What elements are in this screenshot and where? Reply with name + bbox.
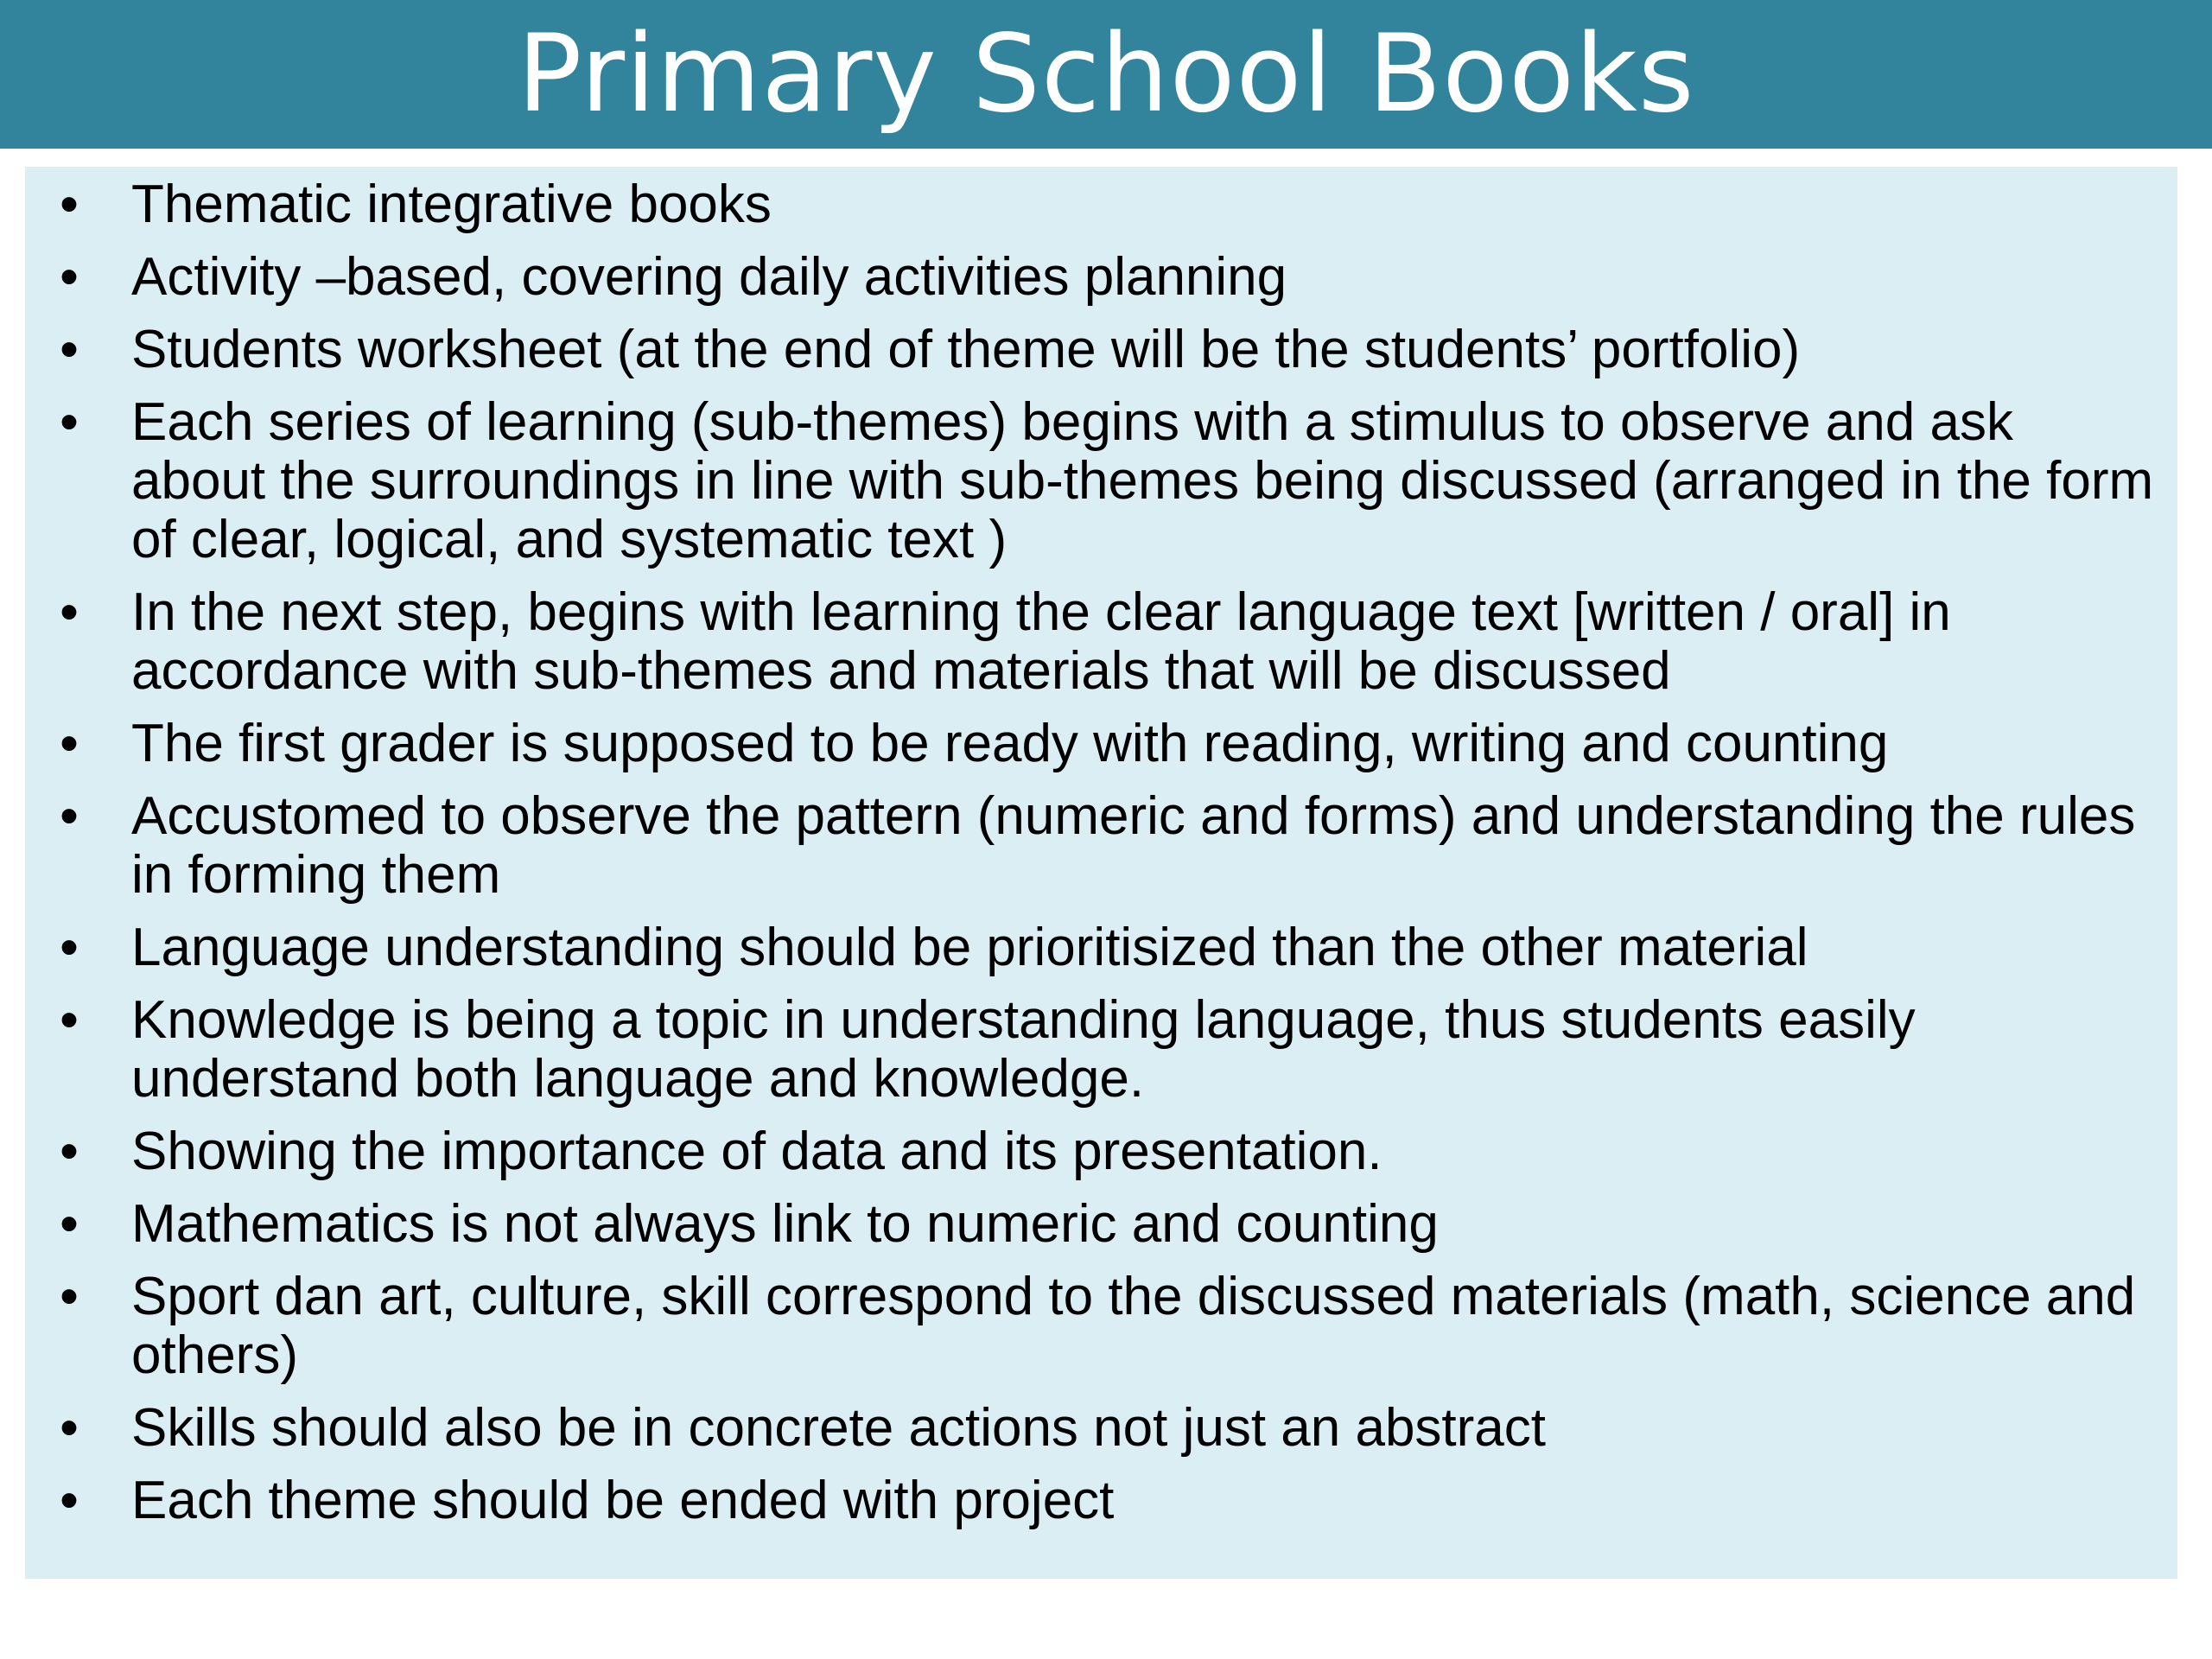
bullet-point: • bbox=[60, 1267, 79, 1326]
content-box bbox=[25, 167, 2177, 1579]
bullet-item bbox=[25, 787, 2177, 905]
bullet-point: • bbox=[60, 392, 79, 452]
bullet-point: • bbox=[60, 1471, 79, 1530]
title-bar bbox=[0, 0, 2212, 149]
bullet-item bbox=[25, 393, 2177, 569]
bullet-text: Activity –based, covering daily activities planning bbox=[131, 247, 1287, 307]
bullet-item bbox=[25, 991, 2177, 1109]
bullet-item bbox=[25, 248, 2177, 307]
bullet-item bbox=[25, 1399, 2177, 1458]
bullet-point: • bbox=[60, 918, 79, 977]
bullet-text: In the next step, begins with learning the clear language text [written / oral] in accordance with sub-themes and materials that will be discussed bbox=[131, 582, 1951, 701]
bullet-point: • bbox=[60, 786, 79, 846]
bullet-text: Thematic integrative books bbox=[131, 175, 772, 234]
bullet-text: Mathematics is not always link to numeric and counting bbox=[131, 1194, 1439, 1254]
bullet-point: • bbox=[60, 582, 79, 642]
bullet-text: Each theme should be ended with project bbox=[131, 1471, 1115, 1530]
bullet-point: • bbox=[60, 247, 79, 307]
bullet-item bbox=[25, 583, 2177, 701]
bullet-item bbox=[25, 1268, 2177, 1385]
bullet-item bbox=[25, 175, 2177, 234]
bullet-item bbox=[25, 1471, 2177, 1530]
bullet-text: Students worksheet (at the end of theme will be the students’ portfolio) bbox=[131, 320, 1801, 379]
bullet-point: • bbox=[60, 1398, 79, 1458]
bullet-point: • bbox=[60, 990, 79, 1050]
bullet-point: • bbox=[60, 320, 79, 379]
bullet-point: • bbox=[60, 1194, 79, 1254]
bullet-point: • bbox=[60, 1122, 79, 1181]
bullet-text: Skills should also be in concrete actions not just an abstract bbox=[131, 1398, 1547, 1458]
bullet-item bbox=[25, 321, 2177, 379]
bullet-item bbox=[25, 918, 2177, 977]
bullet-item bbox=[25, 1122, 2177, 1181]
bullet-item bbox=[25, 1195, 2177, 1254]
bullet-text: The first grader is supposed to be ready with reading, writing and counting bbox=[131, 714, 1889, 773]
page-title: Primary School Books bbox=[517, 12, 1695, 137]
bullet-text: Language understanding should be prioritisized than the other material bbox=[131, 918, 1808, 977]
bullet-text: Knowledge is being a topic in understanding language, thus students easily understand both language and knowledge. bbox=[131, 990, 1916, 1109]
bullet-point: • bbox=[60, 175, 79, 234]
bullet-text: Each series of learning (sub-themes) begins with a stimulus to observe and ask about the surroundings in line with sub-themes being discussed (arranged in the form of clear, logical, and systematic text ) bbox=[131, 392, 2154, 569]
bullet-text: Sport dan art, culture, skill correspond to the discussed materials (math, science and others) bbox=[131, 1267, 2136, 1385]
bullet-text: Showing the importance of data and its presentation. bbox=[131, 1122, 1382, 1181]
bullet-item bbox=[25, 715, 2177, 773]
bullet-list bbox=[25, 175, 2177, 1544]
bullet-text: Accustomed to observe the pattern (numeric and forms) and understanding the rules in forming them bbox=[131, 786, 2136, 905]
bullet-point: • bbox=[60, 714, 79, 773]
